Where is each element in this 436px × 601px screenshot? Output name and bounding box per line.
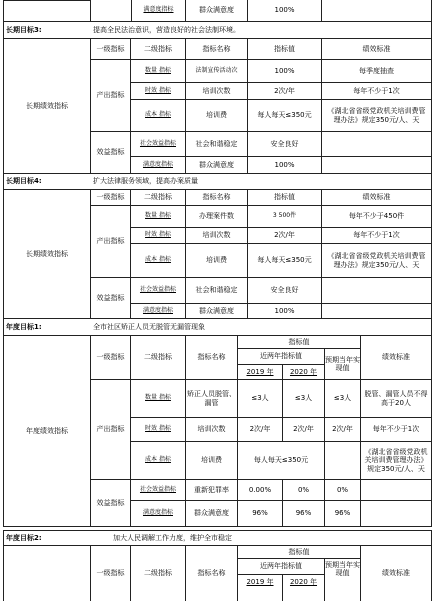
header-level2: 二级指标: [131, 39, 186, 60]
row-indicator-value: 安全良好: [248, 132, 322, 157]
row-expected-value: 0%: [325, 480, 361, 501]
satisfaction-standard-cell: [322, 0, 432, 22]
row-indicator-value: 100%: [248, 157, 322, 174]
header-level1: 一级指标: [91, 39, 131, 60]
row-standard: [322, 304, 432, 319]
row-value-2019: ≤3人: [238, 380, 283, 418]
header-standard: 绩效标准: [322, 190, 432, 206]
row-indicator-name: 培训次数: [186, 418, 238, 442]
row-level2: 时效 指标: [131, 418, 186, 442]
header-level2: 二级指标: [131, 546, 186, 601]
output-indicator-label: 产出指标: [91, 206, 131, 278]
row-value-2019: 0.00%: [238, 480, 283, 501]
satisfaction-indicator-l2: 满意度指标: [131, 0, 186, 22]
row-value-2019: 2次/年: [238, 418, 283, 442]
header-level1: 一级指标: [91, 546, 131, 601]
goal-label: 长期目标4:: [3, 174, 91, 190]
row-value-2020: 0%: [283, 480, 325, 501]
header-expected-value: 预期当年实现值: [325, 559, 361, 601]
goal-text: 扩大法律服务领域，提高办案质量: [91, 174, 432, 190]
header-level1: 一级指标: [91, 336, 131, 380]
row-level2: 数量 指标: [131, 380, 186, 418]
row-indicator-value: 2次/年: [248, 83, 322, 100]
row-standard: 每年不少于1次: [361, 418, 432, 442]
row-level2: 社会效益指标: [131, 278, 186, 304]
header-expected-value: 预期当年实现值: [325, 349, 361, 380]
row-standard: 脱管、漏管人员不得高于20人: [361, 380, 432, 418]
row-standard: 《湖北省省级党政机关培训费管理办法》规定350元/人、天: [361, 442, 432, 480]
row-level2: 数量 指标: [131, 206, 186, 228]
row-indicator-value: 安全良好: [248, 278, 322, 304]
section-left-label: 年度绩效指标: [3, 336, 91, 527]
row-indicator-name: 培训费: [186, 244, 248, 278]
row-level2: 社会效益指标: [131, 480, 186, 501]
row-value-2020: 2次/年: [283, 418, 325, 442]
row-indicator-name: 培训费: [186, 442, 238, 480]
row-indicator-value: 100%: [248, 304, 322, 319]
section-left-label: 长期绩效指标: [3, 39, 91, 174]
header-year-2020: 2020 年: [283, 575, 325, 601]
goal-label: 年度目标1:: [3, 319, 91, 336]
benefit-indicator-label: 效益指标: [91, 480, 131, 527]
header-indicator-value: 指标值: [248, 39, 322, 60]
header-indicator-value: 指标值: [238, 546, 361, 559]
row-standard: 《湖北省省级党政机关培训费管理办法》规定350元/人、天: [322, 244, 432, 278]
row-expected-value: 96%: [325, 501, 361, 527]
row-indicator-value: 每人每天≤350元: [248, 100, 322, 132]
row-indicator-name: 培训费: [186, 100, 248, 132]
header-level2: 二级指标: [131, 336, 186, 380]
row-standard: 《湖北省省级党政机关培训费管理办法》规定350元/人、天: [322, 100, 432, 132]
row-indicator-name: 社会和谐稳定: [186, 132, 248, 157]
row-expected-value: ≤3人: [325, 380, 361, 418]
row-level2: 时效 指标: [131, 228, 186, 244]
header-year-2020: 2020 年: [283, 365, 325, 380]
header-indicator-name: 指标名称: [186, 190, 248, 206]
row-standard: 每年不少于1次: [322, 228, 432, 244]
row-level2: 成本 指标: [131, 100, 186, 132]
row-level2: 满意度指标: [131, 304, 186, 319]
row-indicator-name: 群众满意度: [186, 157, 248, 174]
row-standard: [322, 278, 432, 304]
header-year-2019: 2019 年: [238, 365, 283, 380]
row-level2: 成本 指标: [131, 244, 186, 278]
header-indicator-value: 指标值: [248, 190, 322, 206]
row-level2: 时效 指标: [131, 83, 186, 100]
row-indicator-name: 重新犯罪率: [186, 480, 238, 501]
row-standard: [361, 480, 432, 501]
goal-label: 年度目标2:: [3, 530, 91, 546]
header-indicator-name: 指标名称: [186, 39, 248, 60]
row-value-2020: ≤3人: [283, 380, 325, 418]
goal-text: 全市社区矫正人员无脱管无漏管现象: [91, 319, 432, 336]
header-recent-two-years: 近两年指标值: [238, 559, 325, 575]
row-standard: [322, 132, 432, 157]
row-level2: 成本 指标: [131, 442, 186, 480]
header-indicator-name: 指标名称: [186, 336, 238, 380]
output-indicator-label: 产出指标: [91, 60, 131, 132]
row-standard: 每年不少于1次: [322, 83, 432, 100]
row-indicator-name: 培训次数: [186, 228, 248, 244]
header-level2: 二级指标: [131, 190, 186, 206]
header-standard: 绩效标准: [322, 39, 432, 60]
row-indicator-name: 社会和谐稳定: [186, 278, 248, 304]
output-indicator-label: 产出指标: [91, 380, 131, 480]
header-standard: 绩效标准: [361, 336, 432, 380]
row-level2: 社会效益指标: [131, 132, 186, 157]
goal-text: 加大人民调解工作力度，维护全市稳定: [91, 530, 432, 546]
row-value-2020: 96%: [283, 501, 325, 527]
row-level2: 满意度指标: [131, 501, 186, 527]
goal-text: 提高全民法治意识，营造良好的社会法制环境。: [91, 22, 432, 39]
section-left-label: 长期绩效指标: [3, 190, 91, 319]
header-recent-two-years: 近两年指标值: [238, 349, 325, 365]
row-standard: 每年不少于450件: [322, 206, 432, 228]
row-standard: 每季度抽查: [322, 60, 432, 83]
row-expected-value: 2次/年: [325, 418, 361, 442]
row-indicator-value: 2次/年: [248, 228, 322, 244]
header-level1: 一级指标: [91, 190, 131, 206]
row-indicator-name: 群众满意度: [186, 304, 248, 319]
row-level2: 数量 指标: [131, 60, 186, 83]
row-indicator-name: 法制宣传活动次: [186, 60, 248, 83]
row-standard: [322, 157, 432, 174]
row-indicator-name: 矫正人员脱管、漏管: [186, 380, 238, 418]
benefit-indicator-label: 效益指标: [91, 278, 131, 319]
row-standard: [361, 501, 432, 527]
satisfaction-indicator-value: 100%: [248, 0, 322, 22]
satisfaction-indicator-name: 群众满意度: [186, 0, 248, 22]
row-indicator-value: 100%: [248, 60, 322, 83]
row-value-2019: 96%: [238, 501, 283, 527]
row-indicator-value: 3 500件: [248, 206, 322, 228]
header-year-2019: 2019 年: [238, 575, 283, 601]
row-expected-value: [325, 442, 361, 480]
row-indicator-name: 办理案件数: [186, 206, 248, 228]
row-level2: 满意度指标: [131, 157, 186, 174]
section-left-label: [3, 546, 91, 601]
row-value-2019-2020: 每人每天≤350元: [238, 442, 325, 480]
header-indicator-value: 指标值: [238, 336, 361, 349]
header-standard: 绩效标准: [361, 546, 432, 601]
benefit-cell-cont: [91, 0, 131, 22]
header-indicator-name: 指标名称: [186, 546, 238, 601]
benefit-indicator-label: 效益指标: [91, 132, 131, 174]
row-indicator-name: 培训次数: [186, 83, 248, 100]
goal-label: 长期目标3:: [3, 22, 91, 39]
left-blank-cell: [3, 0, 91, 22]
row-indicator-name: 群众满意度: [186, 501, 238, 527]
row-indicator-value: 每人每天≤350元: [248, 244, 322, 278]
